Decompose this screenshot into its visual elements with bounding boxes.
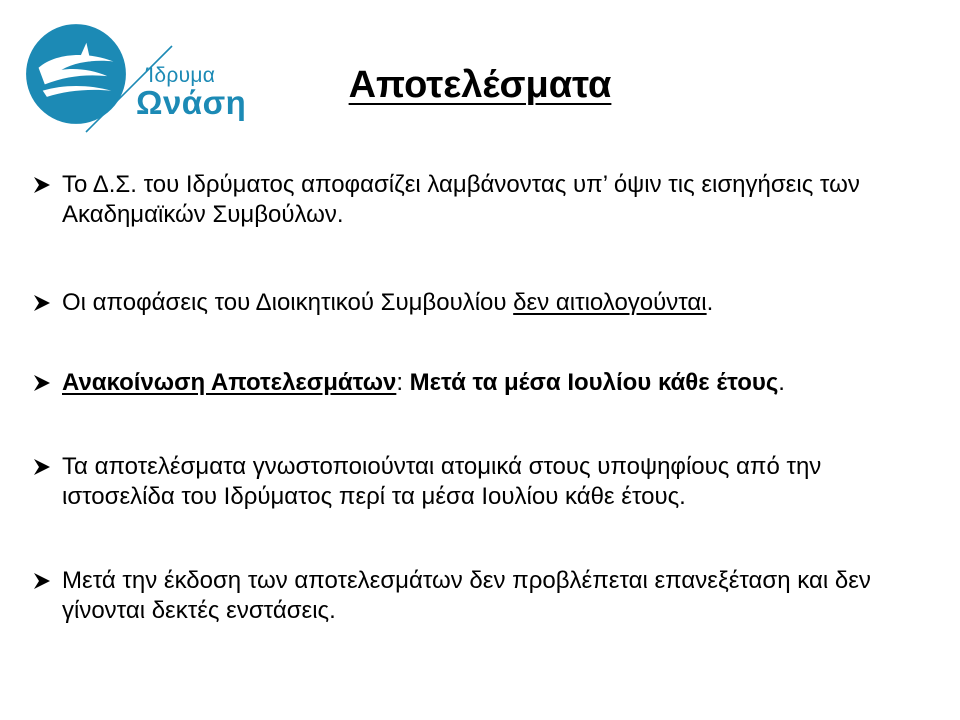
- bullet-text: Οι αποφάσεις του Διοικητικού Συμβουλίου: [62, 289, 514, 316]
- bullet-text: Το Δ.Σ. του Ιδρύματος αποφασίζει λαμβάνοντας υπ’ όψιν τις εισηγήσεις των Ακαδημαϊκών Συμβούλων.: [62, 171, 860, 228]
- bullet-text: .: [778, 369, 785, 396]
- arrowhead-bullet-icon: [32, 373, 52, 393]
- list-item: [32, 452, 932, 512]
- bullet-list: [32, 170, 932, 626]
- bullet-text: Τα αποτελέσματα γνωστοποιούνται ατομικά στους υποψηφίους από την ιστοσελίδα του Ιδρύματος περί τα μέσα Ιουλίου κάθε έτους.: [62, 453, 822, 510]
- arrowhead-bullet-icon: [32, 457, 52, 477]
- logo-text-line1: Ίδρυμα: [146, 64, 216, 87]
- arrowhead-bullet-icon: [32, 571, 52, 591]
- arrowhead-bullet-icon: [32, 293, 52, 313]
- list-item: [32, 170, 932, 230]
- logo-text-line2: Ωνάση: [136, 84, 247, 121]
- bullet-underlined-text: δεν αιτιολογούνται: [513, 289, 707, 316]
- page-title: Αποτελέσματα: [348, 64, 612, 106]
- bullet-text: Μετά την έκδοση των αποτελεσμάτων δεν προβλέπεται επανεξέταση και δεν γίνονται δεκτές ενστάσεις.: [62, 567, 871, 624]
- arrowhead-bullet-icon: [32, 175, 52, 195]
- bullet-bold-text: Μετά τα μέσα Ιουλίου κάθε έτους: [409, 369, 779, 396]
- bullet-underlined-text: Ανακοίνωση Αποτελεσμάτων: [62, 369, 397, 396]
- list-item: [32, 368, 932, 398]
- bullet-text: .: [706, 289, 714, 316]
- list-item: [32, 566, 932, 626]
- bullet-text: :: [396, 369, 410, 396]
- list-item: [32, 288, 932, 318]
